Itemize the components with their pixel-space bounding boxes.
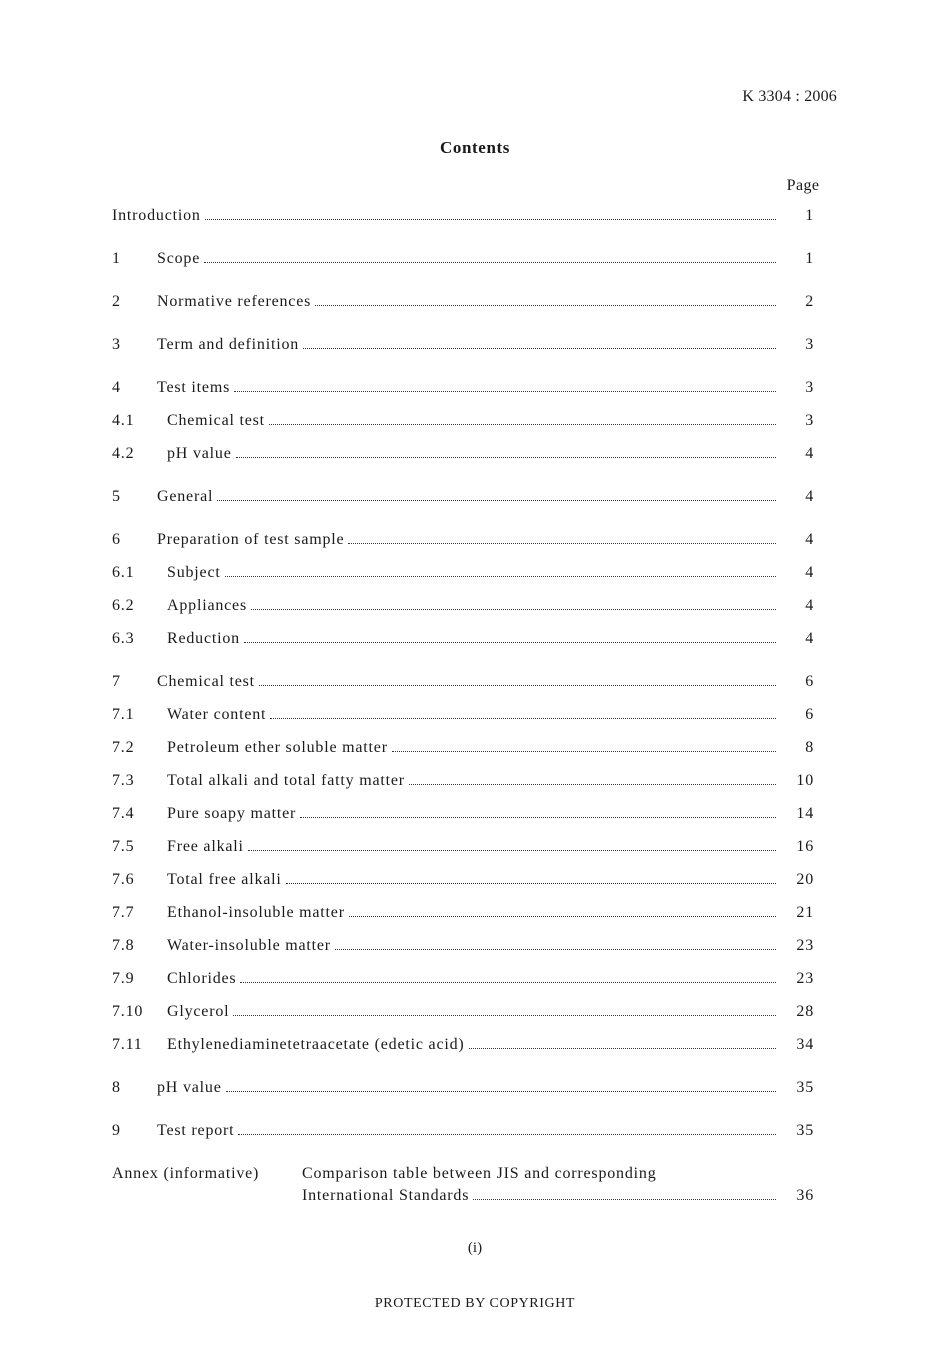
toc-entry-page-number: 4 — [805, 597, 814, 614]
toc-entry[interactable] — [112, 329, 825, 362]
toc-entry-line — [167, 630, 776, 648]
toc-entry-page-number: 4 — [805, 564, 814, 581]
toc-entry[interactable] — [112, 557, 825, 590]
toc-entry-number: 6.1 — [112, 564, 135, 581]
toc-entry-title: Normative references — [157, 293, 312, 310]
toc-entry-page-number: 4 — [805, 445, 814, 462]
toc-entry[interactable] — [112, 732, 825, 765]
toc-entry-page-number: 2 — [805, 293, 814, 310]
toc-entry-title: Chemical test — [167, 412, 265, 429]
toc-entry-page-number: 4 — [805, 488, 814, 505]
toc-entry-title: General — [157, 488, 214, 505]
toc-entry-line — [167, 772, 776, 790]
toc-entry[interactable] — [112, 405, 825, 438]
dot-leader — [348, 543, 776, 544]
annex-label: Annex (informative) — [112, 1165, 260, 1182]
dot-leader — [238, 1134, 776, 1135]
toc-entry[interactable] — [112, 243, 825, 276]
dot-leader — [270, 718, 776, 719]
page-column-header: Page — [786, 177, 820, 194]
annex-title-line1: Comparison table between JIS and corresponding — [302, 1165, 657, 1182]
toc-entry-number: 4 — [112, 379, 121, 396]
toc-entry[interactable] — [112, 699, 825, 732]
toc-entry-page-number: 23 — [796, 937, 814, 954]
toc-entry-title: Free alkali — [167, 838, 244, 855]
toc-entry-title: pH value — [157, 1079, 222, 1096]
dot-leader — [469, 1048, 776, 1049]
toc-entry-number: 7.9 — [112, 970, 135, 987]
toc-entry-title: Appliances — [167, 597, 247, 614]
dot-leader — [349, 916, 776, 917]
toc-entry[interactable] — [112, 1115, 825, 1148]
toc-entry-line — [157, 293, 776, 311]
toc-entry-number: 5 — [112, 488, 121, 505]
dot-leader — [286, 883, 776, 884]
toc-entry-number: 7.5 — [112, 838, 135, 855]
page-title: Contents — [440, 138, 510, 157]
toc-entry-number: 7.11 — [112, 1036, 143, 1053]
document-number: K 3304 : 2006 — [742, 88, 837, 105]
toc-entry-title: Introduction — [112, 207, 201, 224]
annex-title-line2: International Standards — [302, 1187, 470, 1204]
dot-leader — [392, 751, 776, 752]
dot-leader — [409, 784, 776, 785]
dot-leader — [234, 391, 776, 392]
toc-entry-page-number: 6 — [805, 673, 814, 690]
toc-entry-title: Reduction — [167, 630, 240, 647]
annex-title-line2-row — [302, 1187, 776, 1205]
toc-entry[interactable] — [112, 481, 825, 514]
toc-entry-page-number: 6 — [805, 706, 814, 723]
toc-entry[interactable] — [112, 623, 825, 656]
toc-entry-number: 4.2 — [112, 445, 135, 462]
toc-entry-title: Ethanol-insoluble matter — [167, 904, 345, 921]
toc-entry-title: Water content — [167, 706, 267, 723]
toc-entry-page-number: 4 — [805, 531, 814, 548]
toc-entry-page-number: 1 — [805, 207, 814, 224]
toc-entry-title: Total alkali and total fatty matter — [167, 772, 405, 789]
toc-entry-title: Ethylenediaminetetraacetate (edetic acid) — [167, 1036, 465, 1053]
toc-entry-title: Glycerol — [167, 1003, 230, 1020]
toc-entry-number: 7.10 — [112, 1003, 144, 1020]
toc-entry-page-number: 3 — [805, 336, 814, 353]
dot-leader — [315, 305, 776, 306]
toc-entry-line — [167, 412, 776, 430]
toc-entry-number: 1 — [112, 250, 121, 267]
toc-entry[interactable] — [112, 897, 825, 930]
toc-entry-number: 7.7 — [112, 904, 135, 921]
toc-entry-title: Chemical test — [157, 673, 255, 690]
toc-entry[interactable] — [112, 1072, 825, 1105]
toc-entry-line — [167, 564, 776, 582]
copyright-notice: PROTECTED BY COPYRIGHT — [374, 1296, 576, 1311]
toc-entry-number: 6 — [112, 531, 121, 548]
toc-entry-line — [167, 904, 776, 922]
toc-entry-line — [167, 1003, 776, 1021]
toc-entry-page-number: 3 — [805, 412, 814, 429]
toc-entry-page-number: 34 — [796, 1036, 814, 1053]
toc-entry[interactable] — [112, 765, 825, 798]
toc-entry[interactable] — [112, 590, 825, 623]
toc-entry-number: 7.2 — [112, 739, 135, 756]
toc-entry-line — [112, 207, 776, 225]
toc-entry-title: Subject — [167, 564, 221, 581]
toc-entry-page-number: 16 — [796, 838, 814, 855]
toc-entry-title: Test items — [157, 379, 231, 396]
dot-leader — [217, 500, 776, 501]
toc-entry[interactable] — [112, 930, 825, 963]
toc-entry-number: 7.1 — [112, 706, 135, 723]
toc-entry-title: Total free alkali — [167, 871, 282, 888]
annex-page-number: 36 — [796, 1187, 814, 1204]
toc-entry-line — [167, 706, 776, 724]
toc-entry-line — [167, 445, 776, 463]
table-of-contents — [112, 200, 825, 1210]
toc-entry-page-number: 14 — [796, 805, 814, 822]
toc-entry-title: Scope — [157, 250, 201, 267]
toc-entry-page-number: 35 — [796, 1122, 814, 1139]
toc-entry[interactable] — [112, 438, 825, 471]
toc-entry-number: 9 — [112, 1122, 121, 1139]
toc-entry[interactable] — [112, 286, 825, 319]
toc-entry-line — [167, 805, 776, 823]
toc-entry-number: 4.1 — [112, 412, 135, 429]
toc-entry[interactable] — [112, 1029, 825, 1062]
toc-entry-page-number: 10 — [796, 772, 814, 789]
toc-entry-title: Water-insoluble matter — [167, 937, 331, 954]
toc-list — [112, 200, 825, 1148]
toc-entry-title: Petroleum ether soluble matter — [167, 739, 388, 756]
toc-entry-number: 7.8 — [112, 937, 135, 954]
dot-leader — [259, 685, 776, 686]
toc-entry-title: Term and definition — [157, 336, 300, 353]
toc-entry-number: 6.3 — [112, 630, 135, 647]
toc-entry-line — [157, 1079, 776, 1097]
toc-entry-page-number: 4 — [805, 630, 814, 647]
toc-entry[interactable] — [112, 798, 825, 831]
dot-leader — [240, 982, 776, 983]
toc-entry-line — [167, 1036, 776, 1054]
toc-entry-line — [167, 597, 776, 615]
toc-entry-page-number: 1 — [805, 250, 814, 267]
toc-entry-number: 7.6 — [112, 871, 135, 888]
toc-entry[interactable] — [112, 666, 825, 699]
toc-entry[interactable] — [112, 864, 825, 897]
toc-entry-title: Preparation of test sample — [157, 531, 345, 548]
dot-leader — [225, 576, 776, 577]
toc-entry-title: pH value — [167, 445, 232, 462]
dot-leader — [269, 424, 776, 425]
toc-entry[interactable] — [112, 372, 825, 405]
toc-entry[interactable] — [112, 996, 825, 1029]
dot-leader — [473, 1199, 776, 1200]
dot-leader — [205, 219, 776, 220]
toc-entry-line — [167, 871, 776, 889]
toc-entry-title: Pure soapy matter — [167, 805, 297, 822]
toc-entry-line — [167, 838, 776, 856]
dot-leader — [204, 262, 776, 263]
dot-leader — [236, 457, 776, 458]
toc-entry-page-number: 3 — [805, 379, 814, 396]
toc-entry-line — [157, 336, 776, 354]
toc-entry-title: Test report — [157, 1122, 235, 1139]
toc-annex-entry[interactable] — [112, 1158, 825, 1210]
toc-entry-number: 2 — [112, 293, 121, 310]
toc-entry-number: 7.4 — [112, 805, 135, 822]
toc-entry-page-number: 21 — [796, 904, 814, 921]
toc-entry-line — [167, 970, 776, 988]
toc-entry[interactable] — [112, 200, 825, 233]
toc-entry-page-number: 23 — [796, 970, 814, 987]
dot-leader — [233, 1015, 776, 1016]
toc-entry-number: 3 — [112, 336, 121, 353]
page-folio: (i) — [467, 1240, 483, 1256]
dot-leader — [251, 609, 776, 610]
toc-entry-page-number: 20 — [796, 871, 814, 888]
toc-entry-line — [157, 250, 776, 268]
toc-entry-page-number: 8 — [805, 739, 814, 756]
dot-leader — [244, 642, 776, 643]
toc-entry[interactable] — [112, 524, 825, 557]
toc-entry-line — [157, 488, 776, 506]
dot-leader — [248, 850, 776, 851]
toc-entry[interactable] — [112, 963, 825, 996]
toc-entry-number: 7 — [112, 673, 121, 690]
toc-entry-line — [167, 739, 776, 757]
toc-entry-line — [157, 1122, 776, 1140]
toc-entry-line — [157, 379, 776, 397]
toc-entry-page-number: 35 — [796, 1079, 814, 1096]
toc-entry-number: 6.2 — [112, 597, 135, 614]
toc-entry-line — [157, 673, 776, 691]
dot-leader — [300, 817, 776, 818]
toc-entry-title: Chlorides — [167, 970, 237, 987]
toc-entry-line — [167, 937, 776, 955]
toc-entry-line — [157, 531, 776, 549]
toc-entry-number: 8 — [112, 1079, 121, 1096]
toc-entry[interactable] — [112, 831, 825, 864]
dot-leader — [335, 949, 776, 950]
toc-entry-page-number: 28 — [796, 1003, 814, 1020]
dot-leader — [303, 348, 776, 349]
dot-leader — [226, 1091, 776, 1092]
toc-entry-number: 7.3 — [112, 772, 135, 789]
